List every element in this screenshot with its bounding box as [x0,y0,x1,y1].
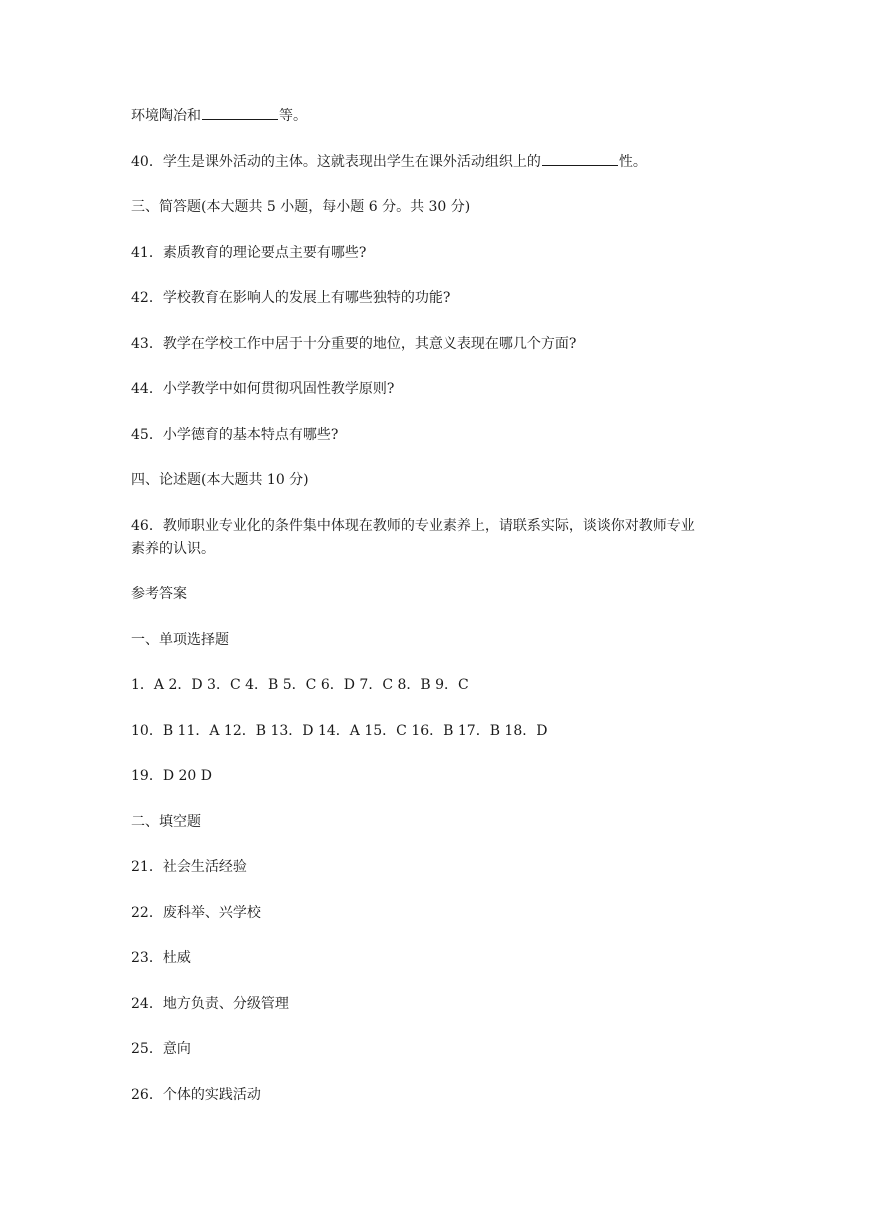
answers-section-1-heading: 一、单项选择题 [131,632,229,648]
question-45: 45．小学德育的基本特点有哪些? [131,427,339,443]
answers-10-to-18: 10．B 11．A 12．B 13．D 14．A 15．C 16．B 17．B 18．D [131,723,548,739]
question-39-continuation [131,105,307,127]
answer-22: 22．废科举、兴学校 [131,905,261,921]
answer-24: 24．地方负责、分级管理 [131,996,289,1012]
section-3-heading: 三、简答题(本大题共 5 小题，每小题 6 分。共 30 分) [131,199,471,215]
answers-1-to-9: 1．A 2．D 3．C 4．B 5．C 6．D 7．C 8．B 9．C [131,677,469,693]
answer-21: 21．社会生活经验 [131,859,247,875]
answers-title: 参考答案 [131,586,187,602]
q39-text-prefix: 环境陶冶和 [131,108,201,124]
q39-text-suffix: 等。 [279,108,307,124]
question-43: 43．教学在学校工作中居于十分重要的地位，其意义表现在哪几个方面? [131,336,577,352]
fill-in-blank [542,151,618,166]
answers-19-to-20: 19．D 20 D [131,768,212,784]
q40-text-suffix: 性。 [618,154,647,170]
answers-section-2-heading: 二、填空题 [131,814,201,830]
question-46-line-1: 46．教师职业专业化的条件集中体现在教师的专业素养上，请联系实际，谈谈你对教师专业 [131,518,695,534]
question-40 [131,151,647,173]
question-41: 41．素质教育的理论要点主要有哪些? [131,245,367,261]
fill-in-blank [202,105,278,120]
question-42: 42．学校教育在影响人的发展上有哪些独特的功能? [131,290,451,306]
answer-25: 25．意向 [131,1041,191,1057]
q40-text-prefix: 40．学生是课外活动的主体。这就表现出学生在课外活动组织上的 [131,154,541,170]
section-4-heading: 四、论述题(本大题共 10 分) [131,472,309,488]
question-46-line-2: 素养的认识。 [131,541,215,557]
question-44: 44．小学教学中如何贯彻巩固性教学原则? [131,381,395,397]
answer-26: 26．个体的实践活动 [131,1087,261,1103]
answer-23: 23．杜威 [131,950,191,966]
